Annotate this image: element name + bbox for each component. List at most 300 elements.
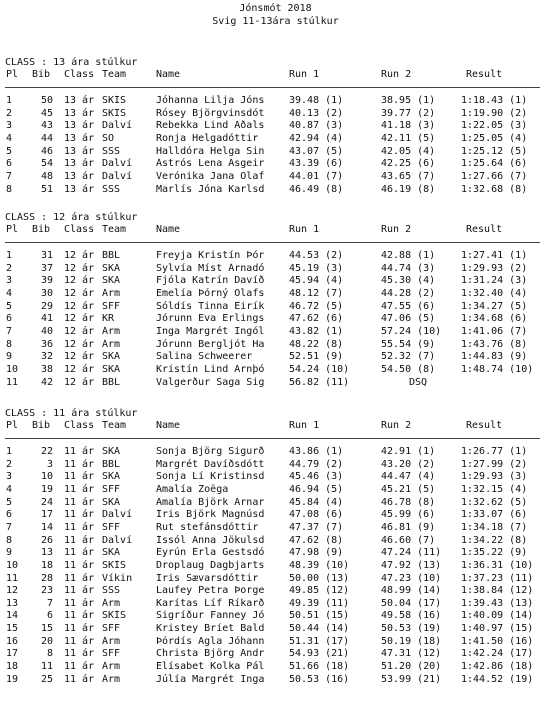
name-cell: Emelía Þórný Ólafs	[156, 287, 265, 299]
name-cell: Eyrún Erla Gestsdó	[156, 547, 265, 559]
place-cell: 7	[6, 521, 13, 533]
name-cell: Inga Margrét Ingól	[156, 325, 265, 337]
run2-cell: 47.24 (11)	[381, 547, 441, 559]
name-cell: Freyja Kristín Þór	[156, 250, 265, 261]
run1-cell: 56.82 (11)	[289, 376, 349, 388]
class-cell: 12 ár	[64, 287, 95, 299]
class-cell: 12 ár	[64, 313, 95, 325]
column-header-name: Name	[156, 69, 181, 80]
bib-cell: 28	[40, 572, 53, 584]
bib-cell: 46	[40, 145, 53, 157]
result-row	[0, 459, 551, 471]
result-row	[0, 351, 551, 363]
team-cell: BBL	[102, 376, 121, 388]
name-cell: Amalía Zoëga	[156, 483, 229, 495]
run1-cell: 47.62 (8)	[289, 534, 344, 546]
class-cell: 11 ár	[64, 661, 95, 673]
place-cell: 2	[6, 262, 13, 274]
team-cell: SSS	[102, 145, 121, 157]
class-cell: 13 ár	[64, 183, 95, 195]
place-cell: 10	[6, 363, 19, 375]
result-row	[0, 573, 551, 585]
run2-cell: 51.20 (20)	[381, 661, 441, 673]
run2-cell: 55.54 (9)	[381, 338, 436, 350]
column-header-result: Result	[466, 69, 503, 80]
team-cell: KR	[102, 313, 115, 325]
class-cell: 11 ár	[64, 509, 95, 521]
result-row	[0, 509, 551, 521]
column-header-class: Class	[64, 69, 95, 80]
bib-cell: 36	[40, 338, 53, 350]
run1-cell: 45.46 (3)	[289, 471, 344, 483]
place-cell: 5	[6, 300, 13, 312]
team-cell: Víkin	[102, 572, 133, 584]
run1-cell: 47.98 (9)	[289, 547, 344, 559]
bib-cell: 23	[40, 585, 53, 597]
run2-cell: 46.60 (7)	[381, 534, 436, 546]
result-row	[0, 636, 551, 648]
class-cell: 11 ár	[64, 635, 95, 647]
name-cell: Laufey Petra Þorge	[156, 585, 265, 597]
run2-cell: 46.78 (8)	[381, 496, 436, 508]
result-row	[0, 364, 551, 376]
result-row	[0, 250, 551, 262]
team-cell: Dalví	[102, 120, 133, 132]
run1-cell: 44.53 (2)	[289, 250, 344, 261]
class-cell: 12 ár	[64, 300, 95, 312]
class-cell: 13 ár	[64, 95, 95, 106]
place-cell: 7	[6, 170, 13, 182]
run2-cell: 49.58 (16)	[381, 610, 441, 622]
class-cell: 13 ár	[64, 170, 95, 182]
run1-cell: 54.93 (21)	[289, 648, 349, 660]
team-cell: SKA	[102, 275, 121, 287]
run2-cell: 45.21 (5)	[381, 483, 436, 495]
run1-cell: 49.85 (12)	[289, 585, 349, 597]
class-heading: CLASS : 12 ára stúlkur	[5, 212, 138, 223]
bib-cell: 25	[40, 673, 53, 685]
column-header-row	[0, 420, 551, 432]
place-cell: 3	[6, 275, 13, 287]
team-cell: Árm	[102, 673, 121, 685]
team-cell: Árm	[102, 338, 121, 350]
class-cell: 13 ár	[64, 158, 95, 170]
place-cell: 19	[6, 673, 19, 685]
run1-cell: 43.39 (6)	[289, 158, 344, 170]
team-cell: SKÍS	[102, 95, 127, 106]
column-header-bib: Bib	[32, 69, 51, 80]
column-header-run1: Run 1	[289, 69, 320, 80]
bib-cell: 15	[40, 623, 53, 635]
result-cell: 1:34.22 (8)	[461, 534, 528, 546]
name-cell: Sonja Björg Sigurð	[156, 446, 265, 457]
header-divider	[5, 242, 540, 243]
bib-cell: 13	[40, 547, 53, 559]
class-cell: 12 ár	[64, 338, 95, 350]
team-cell: SFF	[102, 521, 121, 533]
result-row	[0, 522, 551, 534]
bib-cell: 22	[40, 446, 53, 457]
result-cell: 1:35.22 (9)	[461, 547, 528, 559]
name-cell: Droplaug Dagbjarts	[156, 559, 265, 571]
place-cell: 6	[6, 509, 13, 521]
bib-cell: 10	[40, 471, 53, 483]
run1-cell: 40.13 (2)	[289, 107, 344, 119]
bib-cell: 11	[40, 661, 53, 673]
result-row	[0, 133, 551, 145]
result-row	[0, 547, 551, 559]
bib-cell: 31	[40, 250, 53, 261]
run2-cell: 42.11 (5)	[381, 132, 436, 144]
bib-cell: 30	[40, 287, 53, 299]
column-header-run2: Run 2	[381, 420, 412, 431]
run1-cell: 45.19 (3)	[289, 262, 344, 274]
column-header-team: Team	[102, 69, 127, 80]
result-cell: 1:33.07 (6)	[461, 509, 528, 521]
class-cell: 12 ár	[64, 275, 95, 287]
class-cell: 11 ár	[64, 572, 95, 584]
run2-cell: 44.28 (2)	[381, 287, 436, 299]
result-row	[0, 598, 551, 610]
result-row	[0, 484, 551, 496]
run1-cell: 46.49 (8)	[289, 183, 344, 195]
place-cell: 4	[6, 132, 13, 144]
run2-cell: 38.95 (1)	[381, 95, 436, 106]
run1-cell: 48.39 (10)	[289, 559, 349, 571]
team-cell: Árm	[102, 661, 121, 673]
run2-cell: 57.24 (10)	[381, 325, 441, 337]
run1-cell: 48.12 (7)	[289, 287, 344, 299]
column-header-name: Name	[156, 420, 181, 431]
name-cell: Sóldís Tinna Eirík	[156, 300, 265, 312]
run1-cell: 45.94 (4)	[289, 275, 344, 287]
name-cell: Sigríður Fanney Jó	[156, 610, 265, 622]
class-cell: 13 ár	[64, 145, 95, 157]
bib-cell: 14	[40, 521, 53, 533]
class-cell: 11 ár	[64, 610, 95, 622]
name-cell: Jóhanna Lilja Jóns	[156, 95, 265, 106]
team-cell: Árm	[102, 635, 121, 647]
name-cell: Verónika Jana Ólaf	[156, 170, 265, 182]
result-cell: 1:29.93 (2)	[461, 262, 528, 274]
class-cell: 11 ár	[64, 673, 95, 685]
column-header-name: Name	[156, 224, 181, 235]
result-cell: 1:42.86 (18)	[461, 661, 534, 673]
result-row	[0, 560, 551, 572]
team-cell: SKÍS	[102, 559, 127, 571]
class-cell: 12 ár	[64, 363, 95, 375]
place-cell: 8	[6, 338, 13, 350]
run2-cell: 46.81 (9)	[381, 521, 436, 533]
result-cell: 1:39.43 (13)	[461, 597, 534, 609]
class-cell: 11 ár	[64, 483, 95, 495]
bib-cell: 45	[40, 107, 53, 119]
run2-cell: 44.47 (4)	[381, 471, 436, 483]
class-cell: 13 ár	[64, 107, 95, 119]
column-header-team: Team	[102, 224, 127, 235]
column-header-run2: Run 2	[381, 224, 412, 235]
class-cell: 11 ár	[64, 521, 95, 533]
team-cell: Árm	[102, 287, 121, 299]
run1-cell: 49.39 (11)	[289, 597, 349, 609]
place-cell: 10	[6, 559, 19, 571]
name-cell: Fjóla Katrín Davíð	[156, 275, 265, 287]
place-cell: 5	[6, 145, 13, 157]
place-cell: 17	[6, 648, 19, 660]
class-cell: 12 ár	[64, 262, 95, 274]
team-cell: SKA	[102, 496, 121, 508]
place-cell: 12	[6, 585, 19, 597]
run2-cell: 42.91 (1)	[381, 446, 436, 457]
name-cell: Elísabet Kolka Pál	[156, 661, 265, 673]
team-cell: Dalví	[102, 534, 133, 546]
column-header-run1: Run 1	[289, 224, 320, 235]
bib-cell: 39	[40, 275, 53, 287]
class-cell: 11 ár	[64, 623, 95, 635]
run1-cell: 43.82 (1)	[289, 325, 344, 337]
bib-cell: 40	[40, 325, 53, 337]
result-row	[0, 313, 551, 325]
name-cell: Marlís Jóna Karlsd	[156, 183, 265, 195]
team-cell: SKÍS	[102, 610, 127, 622]
class-cell: 12 ár	[64, 376, 95, 388]
result-cell: 1:41.06 (7)	[461, 325, 528, 337]
column-header-pl: Pl	[6, 224, 19, 235]
place-cell: 11	[6, 376, 19, 388]
result-cell: 1:25.05 (4)	[461, 132, 528, 144]
result-cell: 1:36.31 (10)	[461, 559, 534, 571]
result-row	[0, 263, 551, 275]
run2-cell: 45.99 (6)	[381, 509, 436, 521]
place-cell: 3	[6, 471, 13, 483]
place-cell: 3	[6, 120, 13, 132]
result-row	[0, 446, 551, 458]
team-cell: SFF	[102, 623, 121, 635]
run1-cell: 40.87 (3)	[289, 120, 344, 132]
column-header-pl: Pl	[6, 420, 19, 431]
bib-cell: 48	[40, 170, 53, 182]
column-header-bib: Bib	[32, 224, 51, 235]
run1-cell: 43.86 (1)	[289, 446, 344, 457]
place-cell: 7	[6, 325, 13, 337]
run2-cell: 42.25 (6)	[381, 158, 436, 170]
result-row	[0, 326, 551, 338]
class-cell: 11 ár	[64, 597, 95, 609]
class-cell: 11 ár	[64, 559, 95, 571]
bib-cell: 18	[40, 559, 53, 571]
name-cell: Rebekka Lind Aðals	[156, 120, 265, 132]
bib-cell: 8	[46, 648, 53, 660]
run2-cell: 43.65 (7)	[381, 170, 436, 182]
place-cell: 6	[6, 313, 13, 325]
team-cell: SKA	[102, 262, 121, 274]
run2-cell: 43.20 (2)	[381, 458, 436, 470]
bib-cell: 24	[40, 496, 53, 508]
run1-cell: 42.94 (4)	[289, 132, 344, 144]
team-cell: SÓ	[102, 132, 115, 144]
class-cell: 12 ár	[64, 250, 95, 261]
result-cell: 1:25.64 (6)	[461, 158, 528, 170]
team-cell: Dalví	[102, 158, 133, 170]
result-cell: 1:19.90 (2)	[461, 107, 528, 119]
place-cell: 1	[6, 250, 13, 261]
name-cell: Rósey Björgvinsdót	[156, 107, 265, 119]
result-row	[0, 623, 551, 635]
place-cell: 5	[6, 496, 13, 508]
result-cell: 1:27.99 (2)	[461, 458, 528, 470]
class-cell: 11 ár	[64, 496, 95, 508]
place-cell: 2	[6, 458, 13, 470]
result-cell: 1:37.23 (11)	[461, 572, 534, 584]
result-row	[0, 471, 551, 483]
place-cell: 2	[6, 107, 13, 119]
place-cell: 4	[6, 483, 13, 495]
run2-cell: 46.19 (8)	[381, 183, 436, 195]
class-cell: 11 ár	[64, 534, 95, 546]
name-cell: Jórunn Bergljót Ha	[156, 338, 265, 350]
run1-cell: 50.00 (13)	[289, 572, 349, 584]
team-cell: SFF	[102, 300, 121, 312]
bib-cell: 51	[40, 183, 53, 195]
bib-cell: 44	[40, 132, 53, 144]
result-cell: 1:38.84 (12)	[461, 585, 534, 597]
team-cell: SKA	[102, 446, 121, 457]
run2-cell: 50.04 (17)	[381, 597, 441, 609]
place-cell: 1	[6, 446, 13, 457]
team-cell: SKA	[102, 471, 121, 483]
run2-cell: DSQ	[409, 376, 428, 388]
run2-cell: 42.05 (4)	[381, 145, 436, 157]
result-cell: 1:32.68 (8)	[461, 183, 528, 195]
result-row	[0, 146, 551, 158]
bib-cell: 50	[40, 95, 53, 106]
run2-cell: 42.88 (1)	[381, 250, 436, 261]
column-header-run1: Run 1	[289, 420, 320, 431]
team-cell: Árm	[102, 325, 121, 337]
bib-cell: 26	[40, 534, 53, 546]
run2-cell: 45.30 (4)	[381, 275, 436, 287]
name-cell: Christa Björg Andr	[156, 648, 265, 660]
name-cell: Ronja Helgadóttir	[156, 132, 259, 144]
bib-cell: 20	[40, 635, 53, 647]
result-cell: 1:34.18 (7)	[461, 521, 528, 533]
place-cell: 4	[6, 287, 13, 299]
bib-cell: 42	[40, 376, 53, 388]
run1-cell: 43.07 (5)	[289, 145, 344, 157]
run2-cell: 50.53 (19)	[381, 623, 441, 635]
run1-cell: 44.01 (7)	[289, 170, 344, 182]
bib-cell: 32	[40, 351, 53, 363]
bib-cell: 38	[40, 363, 53, 375]
column-header-run2: Run 2	[381, 69, 412, 80]
result-row	[0, 585, 551, 597]
team-cell: Árm	[102, 597, 121, 609]
column-header-bib: Bib	[32, 420, 51, 431]
team-cell: SSS	[102, 585, 121, 597]
name-cell: Þórdís Agla Jóhann	[156, 635, 265, 647]
result-cell: 1:34.27 (5)	[461, 300, 528, 312]
name-cell: Sonja Lí Kristinsd	[156, 471, 265, 483]
run1-cell: 47.37 (7)	[289, 521, 344, 533]
result-row	[0, 120, 551, 132]
bib-cell: 41	[40, 313, 53, 325]
place-cell: 16	[6, 635, 19, 647]
name-cell: Íris Björk Magnúsd	[156, 509, 265, 521]
place-cell: 8	[6, 183, 13, 195]
run2-cell: 52.32 (7)	[381, 351, 436, 363]
team-cell: SKÍS	[102, 107, 127, 119]
name-cell: Sylvía Míst Árnadó	[156, 262, 265, 274]
result-cell: 1:41.50 (16)	[461, 635, 534, 647]
bib-cell: 7	[46, 597, 53, 609]
class-cell: 11 ár	[64, 648, 95, 660]
result-cell: 1:27.66 (7)	[461, 170, 528, 182]
name-cell: Rut stefánsdóttir	[156, 521, 259, 533]
result-row	[0, 158, 551, 170]
name-cell: Salina Schweerer	[156, 351, 253, 363]
result-cell: 1:27.41 (1)	[461, 250, 528, 261]
class-cell: 11 ár	[64, 585, 95, 597]
team-cell: SKA	[102, 363, 121, 375]
header-divider	[5, 87, 540, 88]
result-row	[0, 661, 551, 673]
team-cell: Dalví	[102, 509, 133, 521]
place-cell: 8	[6, 534, 13, 546]
run1-cell: 47.62 (6)	[289, 313, 344, 325]
result-cell: 1:43.76 (8)	[461, 338, 528, 350]
name-cell: Jórunn Eva Erlings	[156, 313, 265, 325]
bib-cell: 19	[40, 483, 53, 495]
name-cell: Kristín Lind Arnþó	[156, 363, 265, 375]
place-cell: 9	[6, 547, 13, 559]
result-cell: 1:29.93 (3)	[461, 471, 528, 483]
column-header-team: Team	[102, 420, 127, 431]
result-cell: 1:34.68 (6)	[461, 313, 528, 325]
column-header-row	[0, 69, 551, 81]
page-title: Jónsmót 2018	[239, 3, 312, 14]
run1-cell: 51.31 (17)	[289, 635, 349, 647]
run1-cell: 52.51 (9)	[289, 351, 344, 363]
result-row	[0, 497, 551, 509]
column-header-result: Result	[466, 224, 503, 235]
column-header-class: Class	[64, 224, 95, 235]
run2-cell: 44.74 (3)	[381, 262, 436, 274]
result-row	[0, 377, 551, 389]
result-row	[0, 108, 551, 120]
column-header-class: Class	[64, 420, 95, 431]
run2-cell: 39.77 (2)	[381, 107, 436, 119]
bib-cell: 54	[40, 158, 53, 170]
run1-cell: 50.53 (16)	[289, 673, 349, 685]
place-cell: 11	[6, 572, 19, 584]
bib-cell: 6	[46, 610, 53, 622]
result-row	[0, 535, 551, 547]
result-cell: 1:44.83 (9)	[461, 351, 528, 363]
run1-cell: 45.84 (4)	[289, 496, 344, 508]
result-cell: 1:18.43 (1)	[461, 95, 528, 106]
class-cell: 13 ár	[64, 120, 95, 132]
result-row	[0, 301, 551, 313]
name-cell: Ástrós Lena Ásgeir	[156, 158, 265, 170]
class-cell: 11 ár	[64, 458, 95, 470]
result-cell: 1:26.77 (1)	[461, 446, 528, 457]
result-row	[0, 610, 551, 622]
run1-cell: 54.24 (10)	[289, 363, 349, 375]
place-cell: 9	[6, 351, 13, 363]
place-cell: 6	[6, 158, 13, 170]
result-cell: 1:25.12 (5)	[461, 145, 528, 157]
name-cell: Margrét Davíðsdótt	[156, 458, 265, 470]
